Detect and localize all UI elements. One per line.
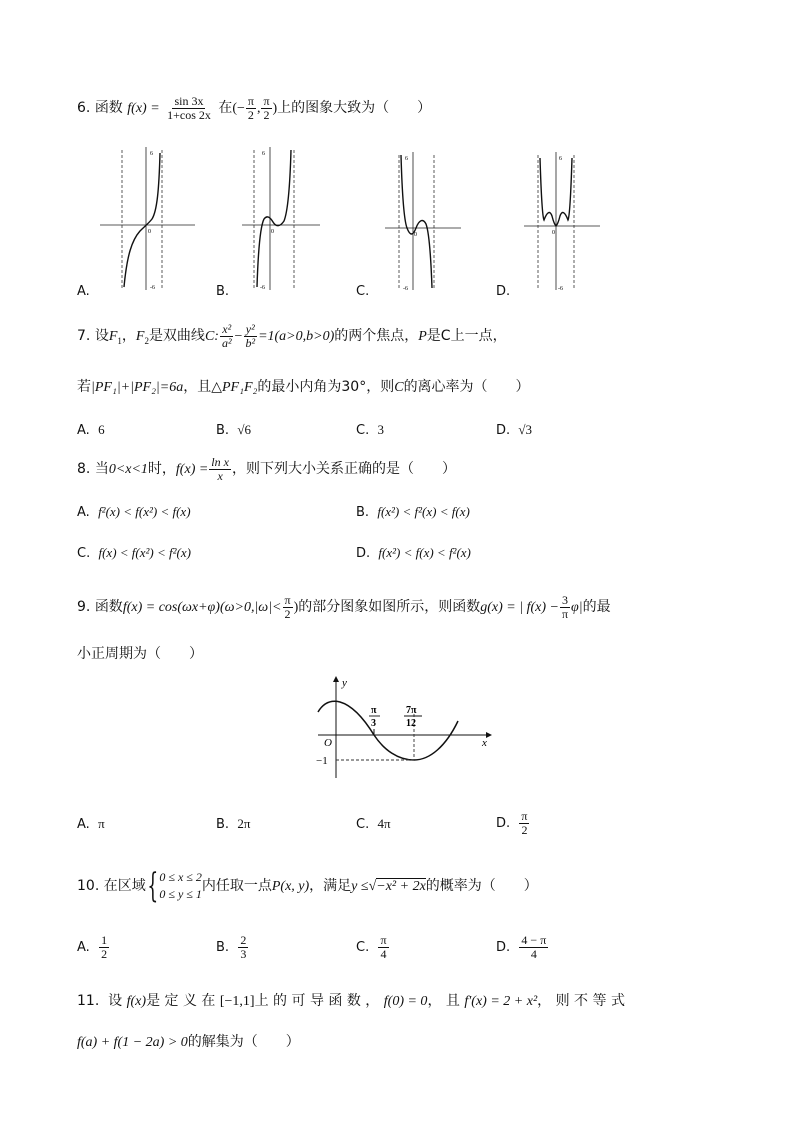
q10-option-c[interactable] xyxy=(356,930,390,966)
q9-expr: f(x) = cos(ωx+φ)(ω>0,|ω|< xyxy=(122,600,282,615)
q10-option-b-num: 2 xyxy=(240,933,247,947)
q9-option-d[interactable] xyxy=(496,806,530,842)
q8-option-c-value: f(x) < f(x²) < f²(x) xyxy=(98,545,191,560)
q6-pi-a: π xyxy=(247,93,254,108)
q10-option-c-den: 4 xyxy=(380,947,387,961)
q6-frac-den: 1+cos 2x xyxy=(167,107,211,122)
q10-sys1: 0 ≤ x ≤ 2 xyxy=(159,870,202,884)
q7-option-b-value: √6 xyxy=(237,422,251,437)
q7-line2 xyxy=(77,375,530,399)
q9-option-d-num: π xyxy=(521,809,528,823)
q9-close: ) xyxy=(293,600,299,615)
q10-option-d-num: 4 − π xyxy=(521,933,547,947)
q9-option-c-label: C. xyxy=(356,817,370,832)
q9-option-b-label: B. xyxy=(216,817,230,832)
q7-option-d[interactable] xyxy=(496,422,532,438)
q10-option-c-label: C. xyxy=(356,940,370,955)
q8-option-a-label: A. xyxy=(77,505,90,520)
q10-pre: 在区域 xyxy=(103,878,146,894)
q11-line1 xyxy=(77,988,625,1014)
graph-c-origin: 0 xyxy=(414,232,417,238)
graph-c-tick-n6: -6 xyxy=(403,286,408,292)
q7-frac-y xyxy=(243,323,257,350)
q8-option-b[interactable] xyxy=(356,504,470,520)
q9-curve xyxy=(318,701,458,760)
q7-option-d-label: D. xyxy=(496,423,511,438)
q10-option-d-frac xyxy=(519,934,548,961)
graph-a-tick-n6: -6 xyxy=(150,285,155,291)
q6-fx: f(x) = xyxy=(127,101,160,116)
q10-option-d[interactable] xyxy=(496,930,549,966)
q9-option-a[interactable] xyxy=(77,816,105,832)
q9-option-c[interactable] xyxy=(356,816,391,832)
q7-f1-sub: 1 xyxy=(117,335,122,346)
q9-tick1-den: 3 xyxy=(371,718,376,729)
q9-y-label: y xyxy=(342,677,347,689)
q10-option-d-label: D. xyxy=(496,940,511,955)
q9-x-arrow xyxy=(486,732,492,738)
graph-c-svg xyxy=(383,150,473,295)
q9-graph-svg xyxy=(310,674,495,784)
q9-option-c-value: 4π xyxy=(377,816,391,831)
q9-option-d-den: 2 xyxy=(521,823,528,837)
q10-system xyxy=(146,866,202,906)
q7-a2: a² xyxy=(221,335,232,350)
q6-stem xyxy=(77,93,431,123)
q11-interval: [−1,1] xyxy=(219,994,255,1009)
q7-option-c-value: 3 xyxy=(377,422,384,437)
q7-option-d-value: √3 xyxy=(518,422,533,437)
q8-number: 8. xyxy=(77,461,91,477)
q6-graph-b xyxy=(240,145,330,299)
q9-mid: 的部分图象如图所示，则函数 xyxy=(298,599,481,615)
q10-option-a-label: A. xyxy=(77,940,90,955)
q8-pre: 当 xyxy=(94,461,109,477)
q6-interval-open: (− xyxy=(232,101,245,116)
q6-two-b: 2 xyxy=(263,107,270,122)
q6-comma: , xyxy=(256,101,261,116)
q7-minus: − xyxy=(234,329,243,344)
q11-a: 设 xyxy=(108,993,123,1009)
q7-sep: ， xyxy=(121,328,136,344)
q9-phi: φ| xyxy=(571,600,583,615)
q9-two: 2 xyxy=(284,606,291,621)
q7-x2: x² xyxy=(222,321,232,336)
q8-fraction xyxy=(209,456,231,483)
q10-system-lines xyxy=(159,869,202,903)
q10-option-a-num: 1 xyxy=(101,933,108,947)
q10-option-d-den: 4 xyxy=(530,947,537,961)
q6-interval-close: ) xyxy=(272,101,278,116)
q6-number: 6. xyxy=(77,100,91,116)
graph-c-curve xyxy=(401,155,432,288)
q10-ineq-pre: y ≤ xyxy=(351,879,369,894)
q7-frac-x xyxy=(220,323,234,350)
q10-option-c-num: π xyxy=(380,933,387,947)
q8-option-b-label: B. xyxy=(356,505,370,520)
q9-option-b[interactable] xyxy=(216,816,250,832)
q7-option-c-label: C. xyxy=(356,423,370,438)
q9-tick1-num: π xyxy=(371,705,377,716)
q9-pi-den: π xyxy=(561,606,569,621)
q10-option-c-frac xyxy=(378,934,388,961)
q8-range: 0<x<1 xyxy=(108,462,148,477)
q9-pre: 函数 xyxy=(94,599,123,615)
q7-l2-pre: 若 xyxy=(77,379,91,395)
q7-l2-expr: |PF₁|+|PF₂|=6a xyxy=(91,380,184,395)
q9-option-d-frac xyxy=(519,810,529,837)
q8-post: ，则下列大小关系正确的是（ ） xyxy=(231,461,456,477)
q10-sqrt-sign: √ xyxy=(368,879,377,894)
q10-sys2: 0 ≤ y ≤ 1 xyxy=(159,887,202,901)
q10-stem xyxy=(77,864,538,908)
q10-option-b-den: 3 xyxy=(240,947,247,961)
q10-post: 的概率为（ ） xyxy=(425,878,538,894)
q10-radicand: −x² + 2x xyxy=(376,879,426,894)
q7-mid: 是双曲线 xyxy=(148,328,205,344)
q9-option-a-label: A. xyxy=(77,817,90,832)
q11-c: 上 的 可 导 函 数 ， xyxy=(254,993,380,1009)
q6-graph-c xyxy=(383,150,473,299)
q7-triangle: △PF₁F₂ xyxy=(211,380,258,395)
graph-d-tick-6: 6 xyxy=(559,156,562,162)
q7-option-b[interactable] xyxy=(216,422,251,438)
q7-f2: F xyxy=(135,329,145,344)
q7-f2-sub: 2 xyxy=(144,335,149,346)
q6-label-d: D. xyxy=(496,284,511,299)
q7-cond: =1(a>0,b>0) xyxy=(258,329,335,344)
q8-option-c[interactable] xyxy=(77,545,191,561)
q10-option-a-frac xyxy=(99,934,109,961)
q8-option-d-label: D. xyxy=(356,546,371,561)
q8-option-a[interactable] xyxy=(77,504,191,520)
q9-line2: 小正周期为（ ） xyxy=(77,646,203,662)
graph-b-svg xyxy=(240,145,330,295)
q7-post: 的两个焦点， xyxy=(334,328,419,344)
q9-option-b-value: 2π xyxy=(237,816,251,831)
graph-a-svg xyxy=(100,145,200,295)
q8-option-a-value: f²(x) < f(x²) < f(x) xyxy=(98,504,191,519)
q9-option-d-label: D. xyxy=(496,816,511,831)
graph-b-curve xyxy=(257,150,291,287)
q9-neg-one: −1 xyxy=(316,755,328,767)
q6-two-a: 2 xyxy=(247,107,254,122)
q9-origin: O xyxy=(324,737,332,749)
q10-option-b[interactable] xyxy=(216,930,249,966)
q7-option-c[interactable] xyxy=(356,422,384,438)
q9-post: 的最 xyxy=(582,599,611,615)
graph-a-tick-6: 6 xyxy=(150,151,153,157)
q9-pi: π xyxy=(284,592,291,607)
q9-option-a-value: π xyxy=(98,816,105,831)
q7-option-a-value: 6 xyxy=(98,422,105,437)
q6-label-a: A. xyxy=(77,284,90,299)
q11-number: 11. xyxy=(77,993,100,1009)
q9-g: g(x) = | f(x) − xyxy=(480,600,559,615)
q8-option-d[interactable] xyxy=(356,545,471,561)
q9-tick2-num: 7π xyxy=(406,705,417,716)
q8-mid: 时， xyxy=(147,461,176,477)
graph-a-origin: 0 xyxy=(148,229,151,235)
q10-option-a-den: 2 xyxy=(101,947,108,961)
q10-option-b-label: B. xyxy=(216,940,230,955)
q7-f1: F xyxy=(108,329,118,344)
q11-fprime: f′(x) = 2 + x² xyxy=(464,994,538,1009)
q7-curve: C: xyxy=(204,329,219,344)
q9-x-label: x xyxy=(482,737,487,749)
q9-y-arrow xyxy=(333,676,339,682)
q6-label-c: C. xyxy=(356,284,370,299)
q6-graph-a xyxy=(100,145,200,299)
q9-tick2-den: 12 xyxy=(406,718,416,729)
q6-post: 上的图象大致为（ ） xyxy=(277,100,432,116)
q11-b: 是 定 义 在 xyxy=(146,993,216,1009)
q10-mid: 内任取一点 xyxy=(201,878,272,894)
q8-option-d-value: f(x²) < f(x) < f²(x) xyxy=(378,545,471,560)
q7-option-a[interactable] xyxy=(77,422,105,438)
q6-mid: 在 xyxy=(218,100,233,116)
q10-brace: { xyxy=(147,866,158,906)
q7-number: 7. xyxy=(77,328,91,344)
q10-number: 10. xyxy=(77,878,100,894)
q10-mid2: ，满足 xyxy=(309,878,352,894)
q9-line1 xyxy=(77,590,611,624)
graph-d-tick-n6: -6 xyxy=(558,286,563,292)
q7-l2-c: C xyxy=(394,380,404,395)
graph-c-tick-6: 6 xyxy=(405,156,408,162)
q8-fx: f(x) = xyxy=(175,462,209,477)
q9-three: 3 xyxy=(561,592,568,607)
q11-fx: f(x) xyxy=(126,994,147,1009)
q9-graph xyxy=(310,674,495,788)
graph-b-tick-6: 6 xyxy=(262,151,265,157)
graph-d-svg xyxy=(522,150,612,295)
graph-d-origin: 0 xyxy=(552,230,555,236)
q11-e: ， 则 不 等 式 xyxy=(537,993,625,1009)
q7-y2: y² xyxy=(245,321,255,336)
q11-d: ， 且 xyxy=(427,993,460,1009)
q11-l2-post: 的解集为（ ） xyxy=(187,1034,300,1050)
q6-pre: 函数 xyxy=(94,100,123,116)
q8-frac-den: x xyxy=(217,468,223,483)
q6-frac-pi-right xyxy=(261,95,271,122)
q7-p: P xyxy=(418,329,427,344)
q6-graph-d xyxy=(522,150,612,299)
q11-line2 xyxy=(77,1030,300,1054)
q11-l2-expr: f(a) + f(1 − 2a) > 0 xyxy=(77,1035,188,1050)
q7-b2: b² xyxy=(245,335,256,350)
q8-stem xyxy=(77,453,456,485)
q6-label-b: B. xyxy=(216,284,230,299)
q7-end: 是C上一点， xyxy=(426,328,507,344)
q7-l2-end: 的离心率为（ ） xyxy=(403,379,530,395)
graph-b-tick-n6: -6 xyxy=(260,285,265,291)
q7-l2-mid: ，且 xyxy=(183,379,212,395)
q7-l2-post: 的最小内角为30°，则 xyxy=(257,379,395,395)
q6-pi-b: π xyxy=(263,93,270,108)
q10-option-b-frac xyxy=(238,934,248,961)
q8-option-b-value: f(x²) < f²(x) < f(x) xyxy=(377,504,470,519)
q11-f0: f(0) = 0 xyxy=(383,994,428,1009)
q10-option-a[interactable] xyxy=(77,930,110,966)
q6-fraction xyxy=(165,95,213,122)
q7-option-b-label: B. xyxy=(216,423,230,438)
q9-frac-pi2 xyxy=(283,594,293,621)
q7-pre: 设 xyxy=(94,328,109,344)
q8-frac-num: ln x xyxy=(211,454,229,469)
q9-frac-3pi xyxy=(560,594,570,621)
q10-point: P(x, y) xyxy=(271,879,310,894)
q8-option-c-label: C. xyxy=(77,546,91,561)
q6-frac-num: sin 3x xyxy=(174,93,204,108)
q7-option-a-label: A. xyxy=(77,423,90,438)
q6-frac-pi-left xyxy=(246,95,256,122)
graph-a-curve xyxy=(124,153,160,287)
q7-line1 xyxy=(77,320,507,352)
q9-number: 9. xyxy=(77,599,91,615)
graph-b-origin: 0 xyxy=(271,229,274,235)
